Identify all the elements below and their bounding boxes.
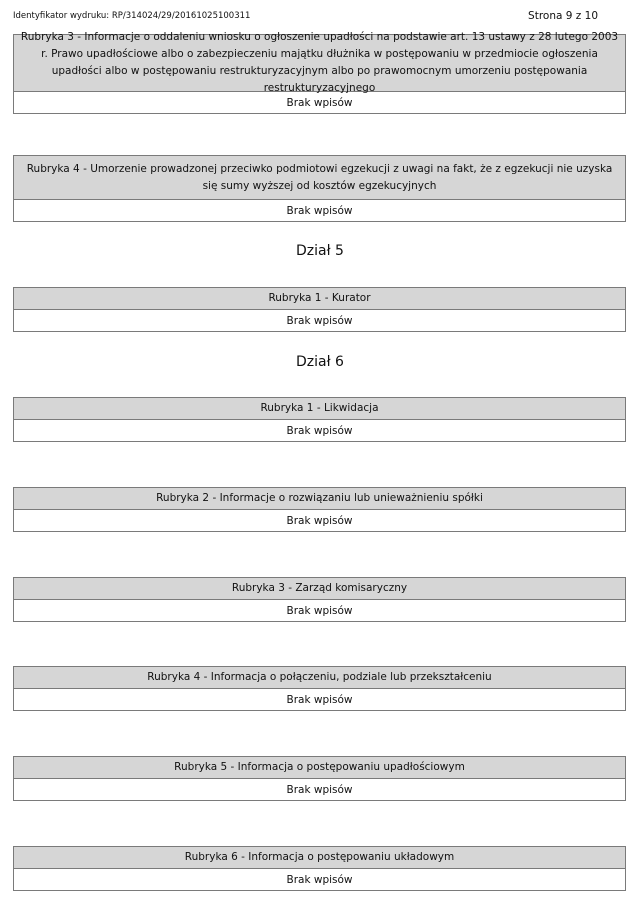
dzial-5-heading: Dział 5 bbox=[296, 243, 344, 259]
section-content: Brak wpisów bbox=[286, 96, 353, 109]
section-content: Brak wpisów bbox=[286, 873, 353, 886]
print-identifier: Identyfikator wydruku: RP/314024/29/20161025100311 bbox=[13, 11, 251, 21]
rubryka-3-zarzad-komisaryczny bbox=[13, 577, 626, 622]
rubryka-4-umorzenie-egzekucji bbox=[13, 155, 626, 222]
rubryka-4-polaczenie-podzial bbox=[13, 666, 626, 711]
section-content: Brak wpisów bbox=[286, 314, 353, 327]
rubryka-2-rozwiazanie-spolki bbox=[13, 487, 626, 532]
section-content: Brak wpisów bbox=[286, 424, 353, 437]
section-heading: Rubryka 4 - Informacja o połączeniu, podziale lub przekształceniu bbox=[14, 667, 625, 689]
section-content: Brak wpisów bbox=[286, 604, 353, 617]
section-content: Brak wpisów bbox=[286, 693, 353, 706]
section-content: Brak wpisów bbox=[286, 514, 353, 527]
section-heading: Rubryka 5 - Informacja o postępowaniu upadłościowym bbox=[14, 757, 625, 779]
section-heading: Rubryka 3 - Informacje o oddaleniu wniosku o ogłoszenie upadłości na podstawie art. 13 ustawy z 28 lutego 2003 r. Prawo upadłościowe albo o zabezpieczeniu majątku dłużnika w postępowaniu w przedmiocie ogłoszenia upadłości albo w postępowaniu restrukturyzacyjnym albo po prawomocnym umorzeniu postępowania restrukturyzacyjnego bbox=[14, 35, 625, 92]
rubryka-5-postepowanie-upadlosciowe bbox=[13, 756, 626, 801]
section-heading: Rubryka 4 - Umorzenie prowadzonej przeciwko podmiotowi egzekucji z uwagi na fakt, że z egzekucji nie uzyska się sumy wyższej od kosztów egzekucyjnych bbox=[14, 156, 625, 200]
rubryka-6-postepowanie-ukladowe bbox=[13, 846, 626, 891]
section-heading: Rubryka 2 - Informacje o rozwiązaniu lub unieważnieniu spółki bbox=[14, 488, 625, 510]
dzial-6-heading: Dział 6 bbox=[296, 354, 344, 370]
rubryka-3-oddalenie-wniosku bbox=[13, 31, 626, 114]
rubryka-1-likwidacja bbox=[13, 397, 626, 442]
section-heading: Rubryka 1 - Likwidacja bbox=[14, 398, 625, 420]
section-heading: Rubryka 6 - Informacja o postępowaniu układowym bbox=[14, 847, 625, 869]
rubryka-1-kurator bbox=[13, 287, 626, 332]
page-number: Strona 9 z 10 bbox=[528, 10, 598, 22]
section-content: Brak wpisów bbox=[286, 204, 353, 217]
page-header bbox=[13, 10, 600, 24]
section-heading: Rubryka 3 - Zarząd komisaryczny bbox=[14, 578, 625, 600]
section-content: Brak wpisów bbox=[286, 783, 353, 796]
section-heading: Rubryka 1 - Kurator bbox=[14, 288, 625, 310]
